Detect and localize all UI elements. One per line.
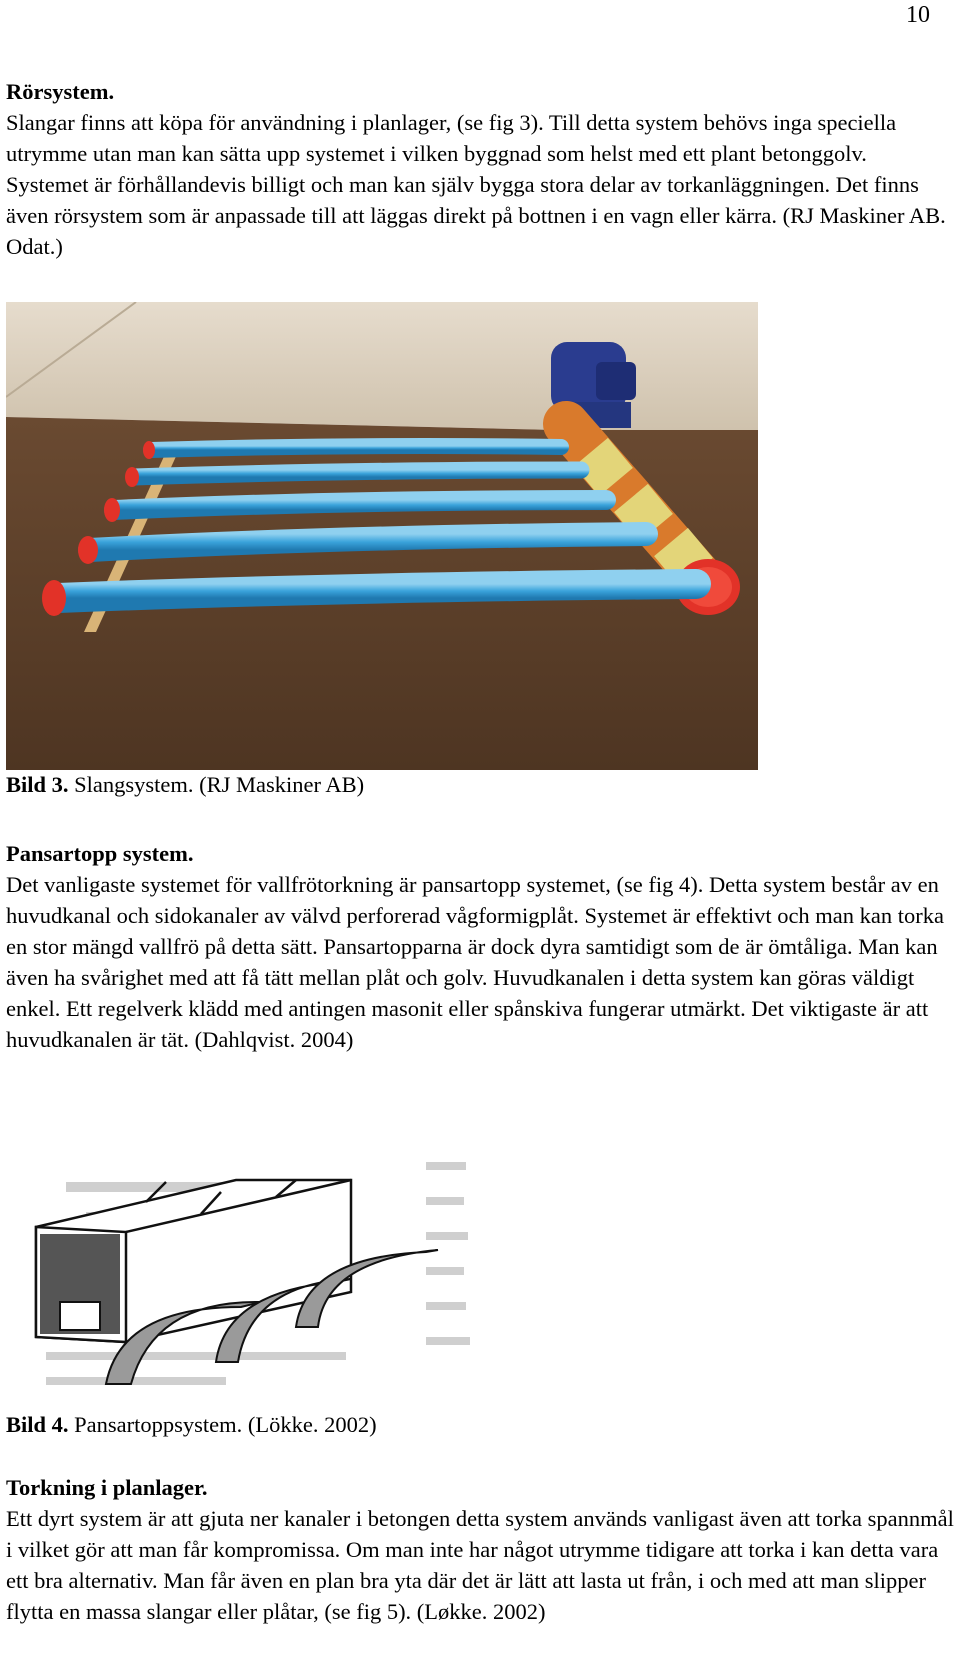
section-heading: Rörsystem. bbox=[6, 79, 115, 104]
section-rorsystem bbox=[6, 76, 954, 262]
section-heading: Pansartopp system. bbox=[6, 841, 194, 866]
figure-3-photo bbox=[6, 302, 758, 770]
figure-4-drawing bbox=[6, 1152, 474, 1407]
section-paragraph: Slangar finns att köpa för användning i planlager, (se fig 3). Till detta system behövs inga speciella utrymme utan man kan sätta upp systemet i vilken byggnad som helst med ett plant betonggolv. Systemet är förhållandevis billigt och man kan själv bygga stora delar av torkanläggningen. Det finns även rörsystem som är anpassade till att läggas direkt på bottnen i en vagn eller kärra. (RJ Maskiner AB. Odat.) bbox=[6, 110, 946, 259]
section-torkning-planlager bbox=[6, 1472, 954, 1627]
caption-label: Bild 4. bbox=[6, 1412, 69, 1437]
armour-top-illustration bbox=[6, 1152, 474, 1407]
figure-4-caption bbox=[6, 1412, 377, 1438]
caption-text: Pansartoppsystem. (Lökke. 2002) bbox=[68, 1412, 377, 1437]
hose-system-illustration bbox=[6, 302, 758, 770]
figure-3-caption bbox=[6, 772, 364, 798]
section-paragraph: Ett dyrt system är att gjuta ner kanaler i betongen detta system används vanligast även att torka spannmål i vilket gör att man får kompromissa. Om man inte har något utrymme tidigare att torka i kan detta vara ett bra alternativ. Man får även en plan bra yta där det är lätt att lasta ut från, i och med att man slipper flytta en massa slangar eller plåtar, (se fig 5). (Løkke. 2002) bbox=[6, 1506, 954, 1624]
caption-label: Bild 3. bbox=[6, 772, 69, 797]
page-number: 10 bbox=[906, 2, 930, 28]
section-pansartopp bbox=[6, 838, 954, 1055]
caption-text: Slangsystem. (RJ Maskiner AB) bbox=[68, 772, 365, 797]
section-heading: Torkning i planlager. bbox=[6, 1475, 208, 1500]
section-paragraph: Det vanligaste systemet för vallfrötorkning är pansartopp systemet, (se fig 4). Detta system består av en huvudkanal och sidokanaler av välvd perforerad vågformigplåt. Systemet är effektivt och man kan torka en stor mängd vallfrö på detta sätt. Pansartopparna är dock dyra samtidigt som de är ömtåliga. Man kan även ha svårighet med att få tätt mellan plåt och golv. Huvudkanalen i detta system kan göras väldigt enkel. Ett regelverk klädd med antingen masonit eller spånskiva fungerar utmärkt. Det viktigaste är att huvudkanalen är tät. (Dahlqvist. 2004) bbox=[6, 872, 945, 1052]
